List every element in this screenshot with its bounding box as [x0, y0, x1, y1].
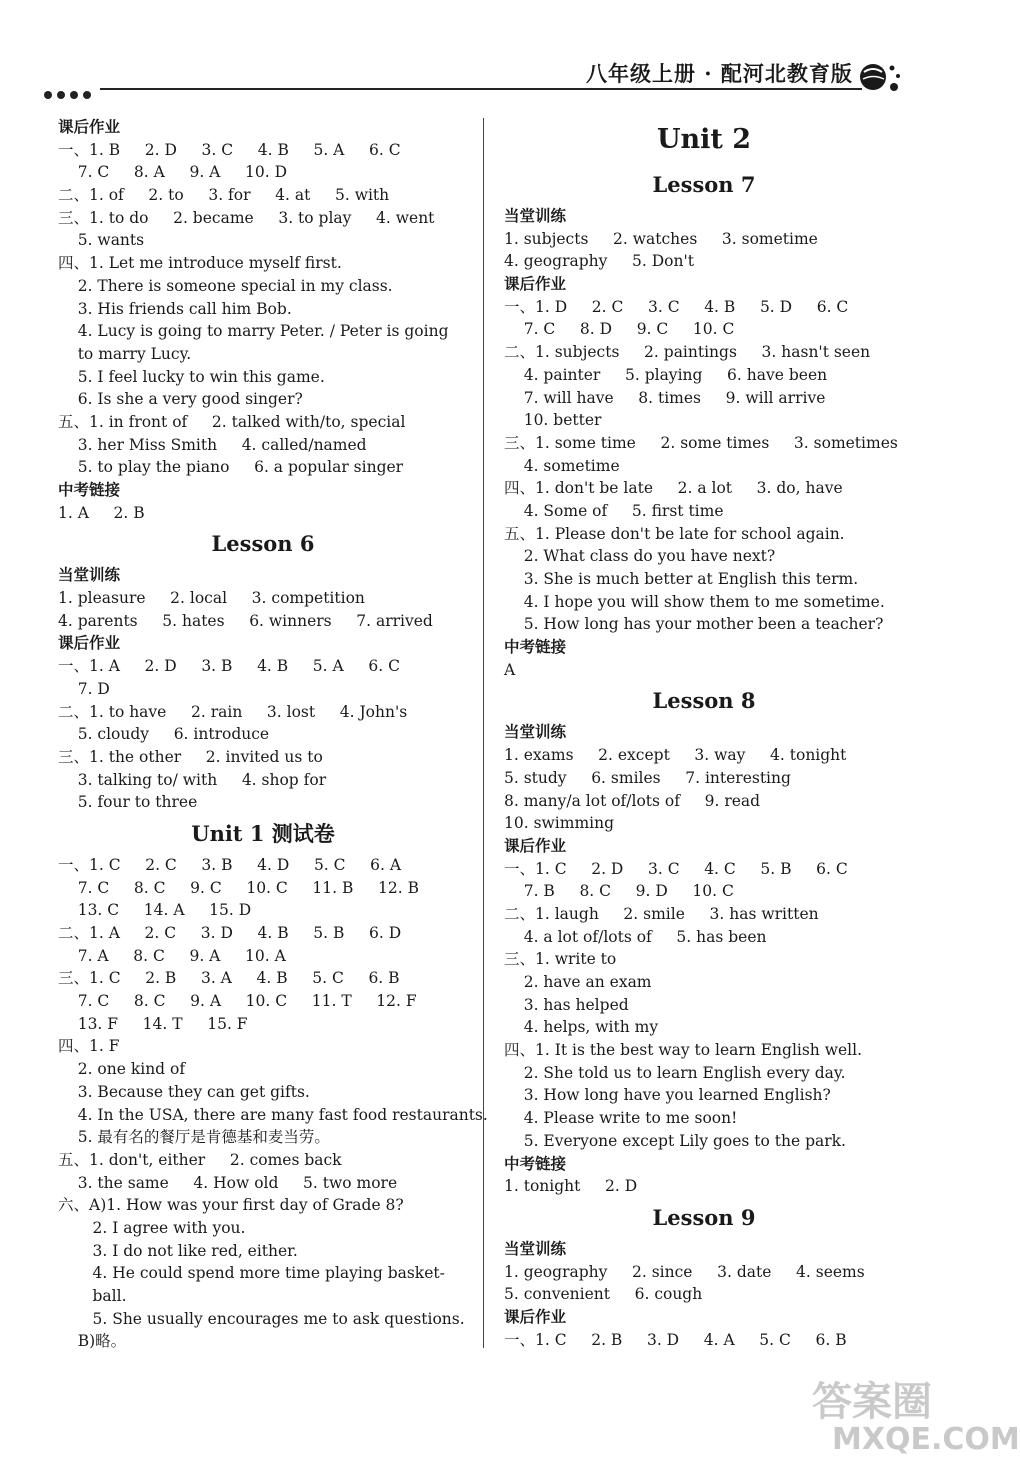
answer-line: 1. pleasure 2. local 3. competition — [58, 589, 365, 608]
answer-line: 5. How long has your mother been a teacher? — [504, 615, 884, 634]
answer-line: 5. study 6. smiles 7. interesting — [504, 768, 791, 787]
answer-line: 7. B 8. C 9. D 10. C — [504, 882, 734, 901]
section-heading: 中考链接 — [58, 481, 121, 499]
answer-line: 1. tonight 2. D — [504, 1177, 638, 1196]
answer-line: 三、1. to do 2. became 3. to play 4. went — [58, 208, 435, 227]
answer-line: 一、1. C 2. D 3. C 4. C 5. B 6. C — [504, 859, 848, 878]
answer-line: 四、1. don't be late 2. a lot 3. do, have — [504, 479, 843, 498]
answer-line: 7. C 8. A 9. A 10. D — [58, 163, 288, 182]
answer-line: 5. four to three — [58, 793, 198, 812]
answer-line: 4. Please write to me soon! — [504, 1109, 738, 1128]
answer-line: 13. F 14. T 15. F — [58, 1014, 248, 1033]
answer-line: 7. A 8. C 9. A 10. A — [58, 946, 286, 965]
answer-line: 五、1. don't, either 2. comes back — [58, 1150, 342, 1169]
answer-line: 4. In the USA, there are many fast food restaurants. — [58, 1105, 488, 1124]
book-title: 八年级上册 · 配河北教育版 — [586, 61, 853, 86]
answer-line: 3. talking to/ with 4. shop for — [58, 770, 327, 789]
answer-line: B)略。 — [58, 1332, 127, 1351]
globe-logo-icon — [858, 60, 902, 94]
answer-line: 三、1. some time 2. some times 3. sometimes — [504, 433, 898, 452]
answer-line: 1. subjects 2. watches 3. sometime — [504, 229, 818, 248]
answer-line: 4. a lot of/lots of 5. has been — [504, 927, 767, 946]
answer-line: 5. I feel lucky to win this game. — [58, 367, 325, 386]
answer-line: 5. She usually encourages me to ask questions. — [58, 1309, 465, 1328]
answer-line: 2. I agree with you. — [58, 1218, 246, 1237]
section-heading: 课后作业 — [504, 1307, 567, 1326]
answer-line: 四、1. It is the best way to learn English well. — [504, 1041, 862, 1060]
answer-line: 10. better — [504, 411, 602, 430]
left-column — [58, 116, 488, 1353]
section-heading: 课后作业 — [504, 275, 567, 294]
answer-line: 二、1. A 2. C 3. D 4. B 5. B 6. D — [58, 924, 402, 942]
answer-line: 4. helps, with my — [504, 1018, 659, 1037]
lesson-title: Unit 1 测试卷 — [191, 820, 335, 846]
answer-line: 2. What class do you have next? — [504, 547, 776, 566]
answer-line: 二、1. laugh 2. smile 3. has written — [504, 904, 819, 923]
answer-line: ball. — [58, 1287, 127, 1305]
section-heading: 课后作业 — [58, 634, 121, 653]
lesson-title: Lesson 8 — [652, 688, 756, 714]
answer-line: 5. wants — [58, 231, 145, 250]
header-dots — [44, 84, 96, 103]
answer-line: 4. geography 5. Don't — [504, 252, 694, 271]
section-heading: 中考链接 — [504, 638, 567, 657]
answer-line: 3. I do not like red, either. — [58, 1241, 298, 1260]
answer-line: 3. How long have you learned English? — [504, 1086, 831, 1105]
section-heading: 当堂训练 — [504, 207, 567, 225]
answer-line: 6. Is she a very good singer? — [58, 390, 303, 409]
answer-line: 四、1. Let me introduce myself first. — [58, 254, 342, 273]
answer-line: 六、A)1. How was your first day of Grade 8? — [58, 1196, 404, 1215]
lesson-title: Lesson 9 — [652, 1204, 756, 1230]
answer-line: 5. cloudy 6. introduce — [58, 725, 270, 744]
watermark-logo: 答案圈 — [812, 1379, 932, 1425]
answer-line: 一、1. C 2. B 3. D 4. A 5. C 6. B — [504, 1330, 847, 1349]
answer-line: 五、1. in front of 2. talked with/to, special — [58, 412, 406, 431]
answer-line: 2. She told us to learn English every day. — [504, 1063, 846, 1082]
section-heading: 课后作业 — [504, 836, 567, 855]
answer-line: 一、1. B 2. D 3. C 4. B 5. A 6. C — [58, 140, 401, 159]
answer-line: 三、1. C 2. B 3. A 4. B 5. C 6. B — [58, 969, 400, 988]
section-heading: 中考链接 — [504, 1154, 567, 1173]
section-heading: 当堂训练 — [58, 566, 121, 585]
answer-line: A — [504, 660, 516, 679]
answer-line: 8. many/a lot of/lots of 9. read — [504, 791, 761, 810]
answer-line: 4. He could spend more time playing basket- — [58, 1264, 445, 1283]
page-header — [0, 0, 1000, 110]
answer-line: 7. C 8. C 9. A 10. C 11. T 12. F — [58, 992, 417, 1011]
answer-line: 4. Some of 5. first time — [504, 501, 724, 520]
answer-line: 2. have an exam — [504, 973, 652, 991]
watermark-url: MXQE.COM — [832, 1422, 1020, 1457]
answer-line: 4. painter 5. playing 6. have been — [504, 365, 828, 384]
right-column — [504, 116, 904, 1351]
answer-line: 7. D — [58, 679, 110, 698]
answer-line: 7. C 8. C 9. C 10. C 11. B 12. B — [58, 878, 419, 897]
dot — [44, 91, 52, 99]
answer-line: 一、1. C 2. C 3. B 4. D 5. C 6. A — [58, 855, 402, 874]
answer-line: 一、1. A 2. D 3. B 4. B 5. A 6. C — [58, 657, 400, 676]
answer-line: 二、1. to have 2. rain 3. lost 4. John's — [58, 702, 408, 721]
answer-line: 3. His friends call him Bob. — [58, 299, 292, 318]
dot — [57, 91, 65, 99]
section-heading: 课后作业 — [58, 118, 121, 136]
answer-line: 二、1. subjects 2. paintings 3. hasn't seen — [504, 343, 871, 362]
answer-line: to marry Lucy. — [58, 344, 192, 363]
answer-line: 13. C 14. A 15. D — [58, 901, 252, 920]
header-rule — [100, 88, 862, 90]
dot — [83, 91, 91, 99]
answer-line: 五、1. Please don't be late for school again. — [504, 524, 845, 543]
answer-line: 3. She is much better at English this term. — [504, 570, 859, 588]
answer-line: 二、1. of 2. to 3. for 4. at 5. with — [58, 186, 390, 205]
answer-line: 1. exams 2. except 3. way 4. tonight — [504, 746, 847, 765]
answer-line: 四、1. F — [58, 1037, 120, 1056]
answer-line: 5. 最有名的餐厅是肯德基和麦当劳。 — [58, 1128, 330, 1147]
answer-line: 3. her Miss Smith 4. called/named — [58, 435, 367, 454]
answer-line: 5. Everyone except Lily goes to the park. — [504, 1131, 846, 1150]
lesson-title: Lesson 6 — [211, 531, 315, 557]
lesson-title: Lesson 7 — [652, 172, 756, 197]
answer-line: 4. I hope you will show them to me sometime. — [504, 592, 885, 611]
answer-line: 4. parents 5. hates 6. winners 7. arrived — [58, 611, 433, 630]
answer-line: 2. one kind of — [58, 1060, 186, 1079]
answer-line: 3. the same 4. How old 5. two more — [58, 1173, 398, 1192]
column-divider — [483, 118, 484, 1348]
section-heading: 当堂训练 — [504, 1239, 567, 1258]
answer-line: 5. convenient 6. cough — [504, 1285, 703, 1304]
section-heading: 当堂训练 — [504, 723, 567, 742]
answer-line: 三、1. the other 2. invited us to — [58, 747, 323, 766]
dot — [70, 91, 78, 99]
answer-line: 一、1. D 2. C 3. C 4. B 5. D 6. C — [504, 297, 849, 316]
answer-line: 1. A 2. B — [58, 503, 145, 522]
answer-line: 4. Lucy is going to marry Peter. / Peter is going — [58, 322, 449, 341]
answer-line: 3. has helped — [504, 995, 629, 1014]
answer-line: 4. sometime — [504, 456, 620, 475]
answer-line: 10. swimming — [504, 814, 615, 833]
answer-line: 3. Because they can get gifts. — [58, 1082, 310, 1101]
answer-line: 1. geography 2. since 3. date 4. seems — [504, 1262, 865, 1281]
answer-line: 7. will have 8. times 9. will arrive — [504, 388, 826, 407]
answer-line: 7. C 8. D 9. C 10. C — [504, 320, 735, 339]
answer-line: 2. There is someone special in my class. — [58, 276, 393, 295]
answer-line: 5. to play the piano 6. a popular singer — [58, 458, 404, 477]
answer-line: 三、1. write to — [504, 950, 617, 969]
unit-title: Unit 2 — [656, 124, 752, 155]
